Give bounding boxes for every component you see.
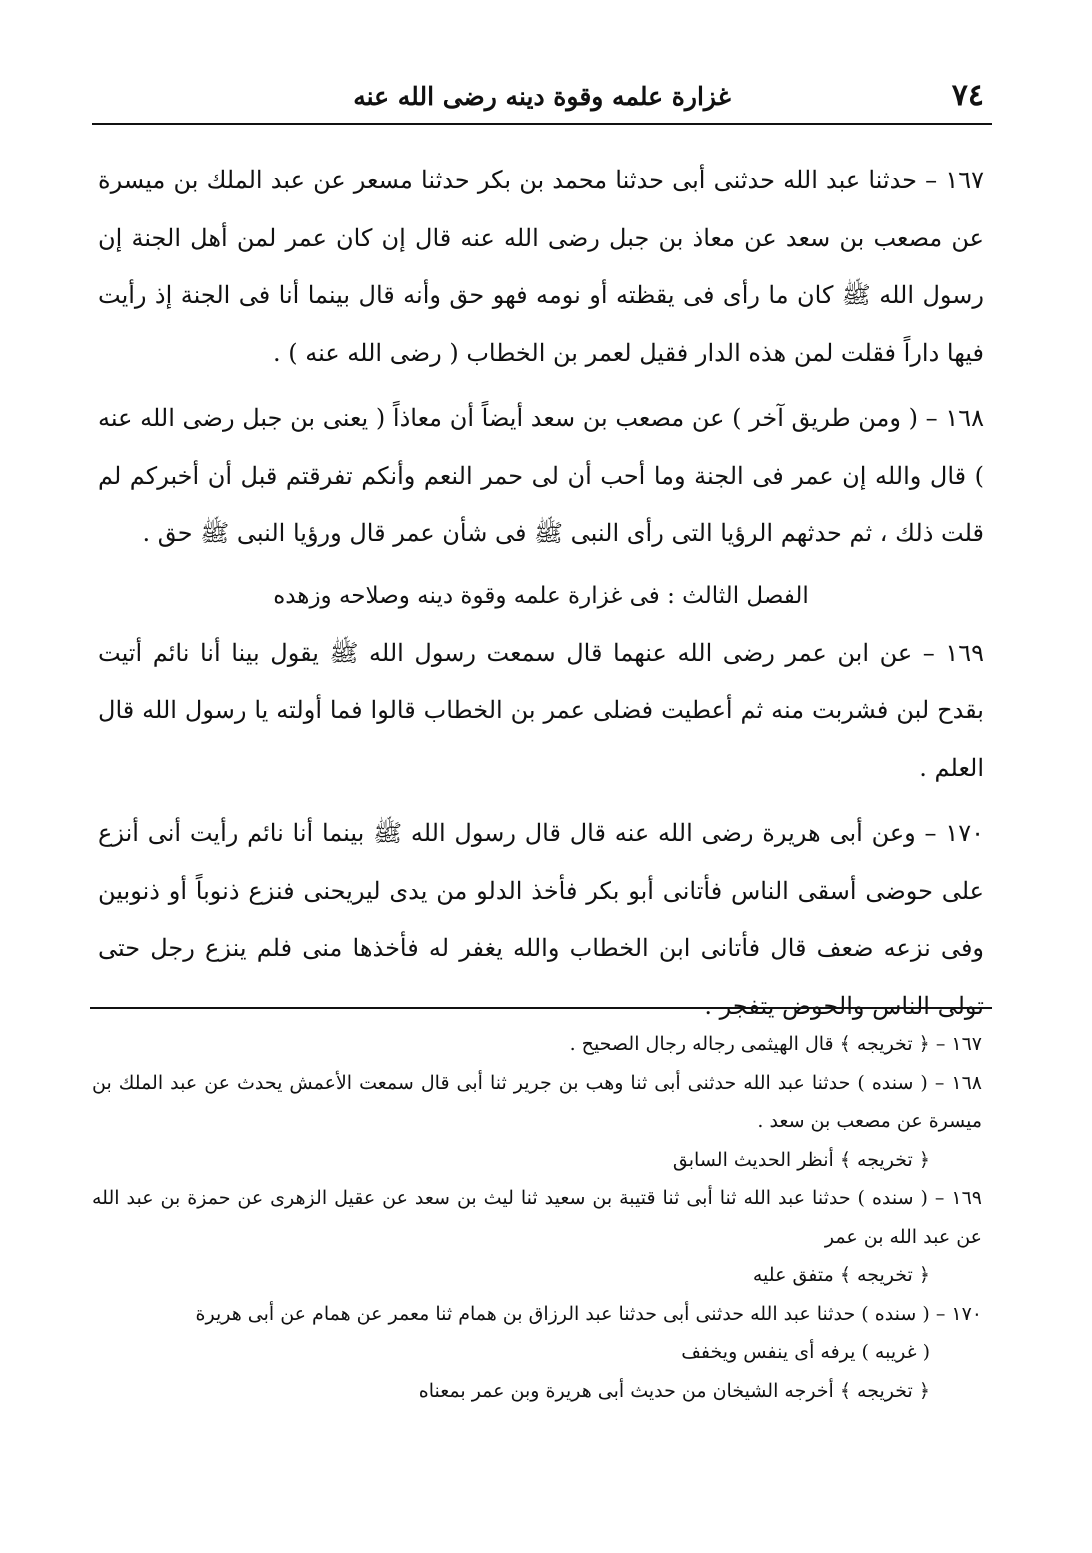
main-text [98,152,984,1043]
page-number: ٧٤ [951,78,984,113]
running-title: غزارة علمه وقوة دينه رضى الله عنه [353,82,731,111]
footnote-169-takhrij: ﴿ تخريجه ﴾ متفق عليه [752,1264,930,1286]
footnote-168-sanad: ١٦٨ – ( سنده ) حدثنا عبد الله حدثنى أبى ثنا وهب بن جرير ثنا أبى قال سمعت الأعمش يحدث عن عبد الملك بن ميسرة عن مصعب بن سعد . [92,1071,982,1132]
footnotes-divider [90,1007,992,1009]
footnote-169-sanad: ١٦٩ – ( سنده ) حدثنا عبد الله ثنا أبى ثنا قتيبة بن سعيد ثنا ليث بن سعد عن عقيل الزهرى عن حمزة بن عبد الله عن عبد الله بن عمر [92,1187,982,1248]
hadith-168: ١٦٨ – ( ومن طريق آخر ) عن مصعب بن سعد أيضاً أن معاذاً ( يعنى بن جبل رضى الله عنه ) قال والله إن عمر فى الجنة وما أحب أن لى حمر النعم وأنكم تفرقتم قبل أن أخبركم لم قلت ذلك ، ثم حدثهم الرؤيا التى رأى النبى ﷺ فى شأن عمر قال ورؤيا النبى ﷺ حق . [98,404,984,547]
footnote-168-takhrij: ﴿ تخريجه ﴾ أنظر الحديث السابق [672,1148,930,1171]
footnotes [92,1025,982,1410]
footnote-167-takhrij: ١٦٧ – ﴿ تخريجه ﴾ قال الهيثمى رجاله رجال الصحيح . [569,1033,982,1055]
page-header [92,78,992,120]
hadith-169: ١٦٩ – عن ابن عمر رضى الله عنهما قال سمعت رسول الله ﷺ يقول بينا أنا نائم أتيت بقدح لبن فشربت منه ثم أعطيت فضلى عمر بن الخطاب قالوا فما أولته يا رسول الله قال العلم . [98,638,984,782]
hadith-167: ١٦٧ – حدثنا عبد الله حدثنى أبى حدثنا محمد بن بكر حدثنا مسعر عن عبد الملك بن ميسرة عن مصعب بن سعد عن معاذ بن جبل رضى الله عنه قال إن كان عمر لمن أهل الجنة إن رسول الله ﷺ كان ما رأى فى يقظته أو نومه فهو حق وأنه قال بينما أنا فى الجنة إذ رأيت فيها داراً فقلت لمن هذه الدار فقيل لعمر بن الخطاب ( رضى الله عنه ) . [98,166,984,367]
header-divider [92,123,992,125]
footnote-170-gharib: ( غريبه ) يرفه أى ينفس ويخفف [681,1341,930,1363]
section-title: الفصل الثالث : فى غزارة علمه وقوة دينه وصلاحه وزهده [273,582,809,609]
footnote-170-takhrij: ﴿ تخريجه ﴾ أخرجه الشيخان من حديث أبى هريرة وبن عمر بمعناه [418,1379,930,1402]
hadith-170: ١٧٠ – وعن أبى هريرة رضى الله عنه قال قال رسول الله ﷺ بينما أنا نائم رأيت أنى أنزع على حوضى أسقى الناس فأتانى أبو بكر فأخذ الدلو من يدى ليريحنى فنزع ذنوباً أو ذنوبين وفى نزعه ضعف قال فأتانى ابن الخطاب والله يغفر له فأخذها منى فلم ينزع رجل حتى تولى الناس والحوض يتفجر . [98,819,985,1020]
footnote-170-sanad: ١٧٠ – ( سنده ) حدثنا عبد الله حدثنى أبى حدثنا عبد الرزاق بن همام ثنا معمر عن همام عن أبى هريرة [195,1302,982,1325]
